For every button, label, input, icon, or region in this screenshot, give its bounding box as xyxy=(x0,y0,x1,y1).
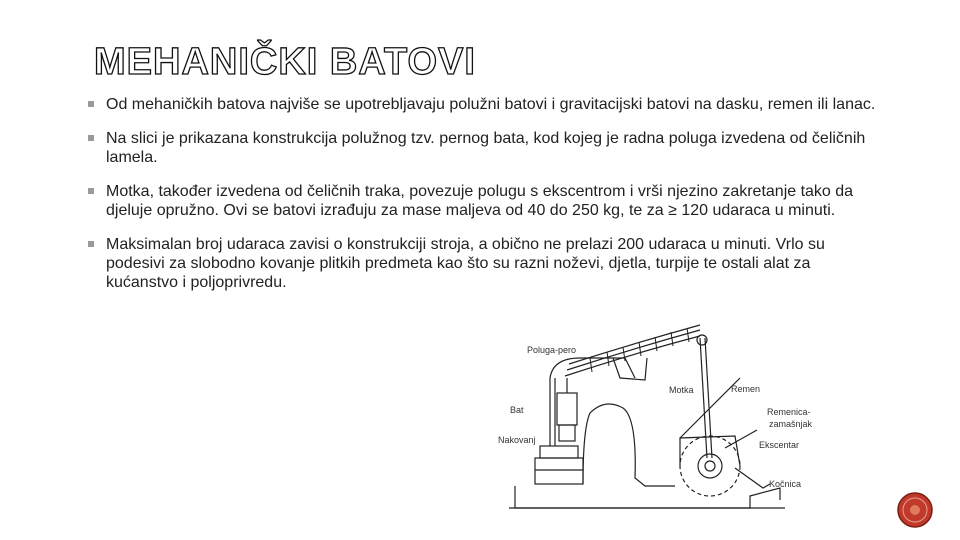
bullet-item xyxy=(86,182,876,220)
bullet-marker xyxy=(88,135,94,141)
slide-title xyxy=(92,36,476,86)
label-ekscentar: Ekscentar xyxy=(759,440,800,450)
label-poluga: Poluga-pero xyxy=(527,345,577,355)
bullet-item xyxy=(86,235,876,292)
label-nakovanj: Nakovanj xyxy=(498,435,536,445)
bullet-text: Maksimalan broj udaraca zavisi o konstrukciji stroja, a obično ne prelazi 200 udaraca u minuti. Vrlo su podesivi za slobodno kovanje plitkih predmeta kao što su razni noževi, djetla, turpije te ostali alat za kućanstvo i poljoprivredu. xyxy=(106,236,825,291)
bullet-text: Od mehaničkih batova najviše se upotrebljavaju polužni batovi i gravitacijski batovi na dasku, remen ili lanac. xyxy=(106,96,876,113)
label-remen: Remen xyxy=(731,384,761,394)
bullet-marker xyxy=(88,101,94,107)
label-remenica: Remenica- xyxy=(767,407,811,417)
bullet-list xyxy=(86,95,876,307)
slide-title-text: MEHANIČKI BATOVI xyxy=(94,41,476,83)
bullet-marker xyxy=(88,241,94,247)
label-bat: Bat xyxy=(510,405,524,415)
logo-icon xyxy=(896,491,934,529)
label-zamasnjak: zamašnjak xyxy=(769,419,813,429)
bullet-marker xyxy=(88,188,94,194)
label-motka: Motka xyxy=(669,385,694,395)
bullet-item xyxy=(86,95,876,114)
label-kocnica: Kočnica xyxy=(769,479,802,489)
power-hammer-diagram xyxy=(495,318,815,523)
bullet-text: Motka, također izvedena od čeličnih traka, povezuje polugu s ekscentrom i vrši njezino zakretanje tako da djeluje opružno. Ovi se batovi izrađuju za mase maljeva od 40 do 250 kg, te za ≥ 120 udaraca u minuti. xyxy=(106,183,854,219)
bullet-item xyxy=(86,129,876,167)
bullet-text: Na slici je prikazana konstrukcija polužnog tzv. pernog bata, kod kojeg je radna poluga izvedena od čeličnih lamela. xyxy=(106,130,866,166)
